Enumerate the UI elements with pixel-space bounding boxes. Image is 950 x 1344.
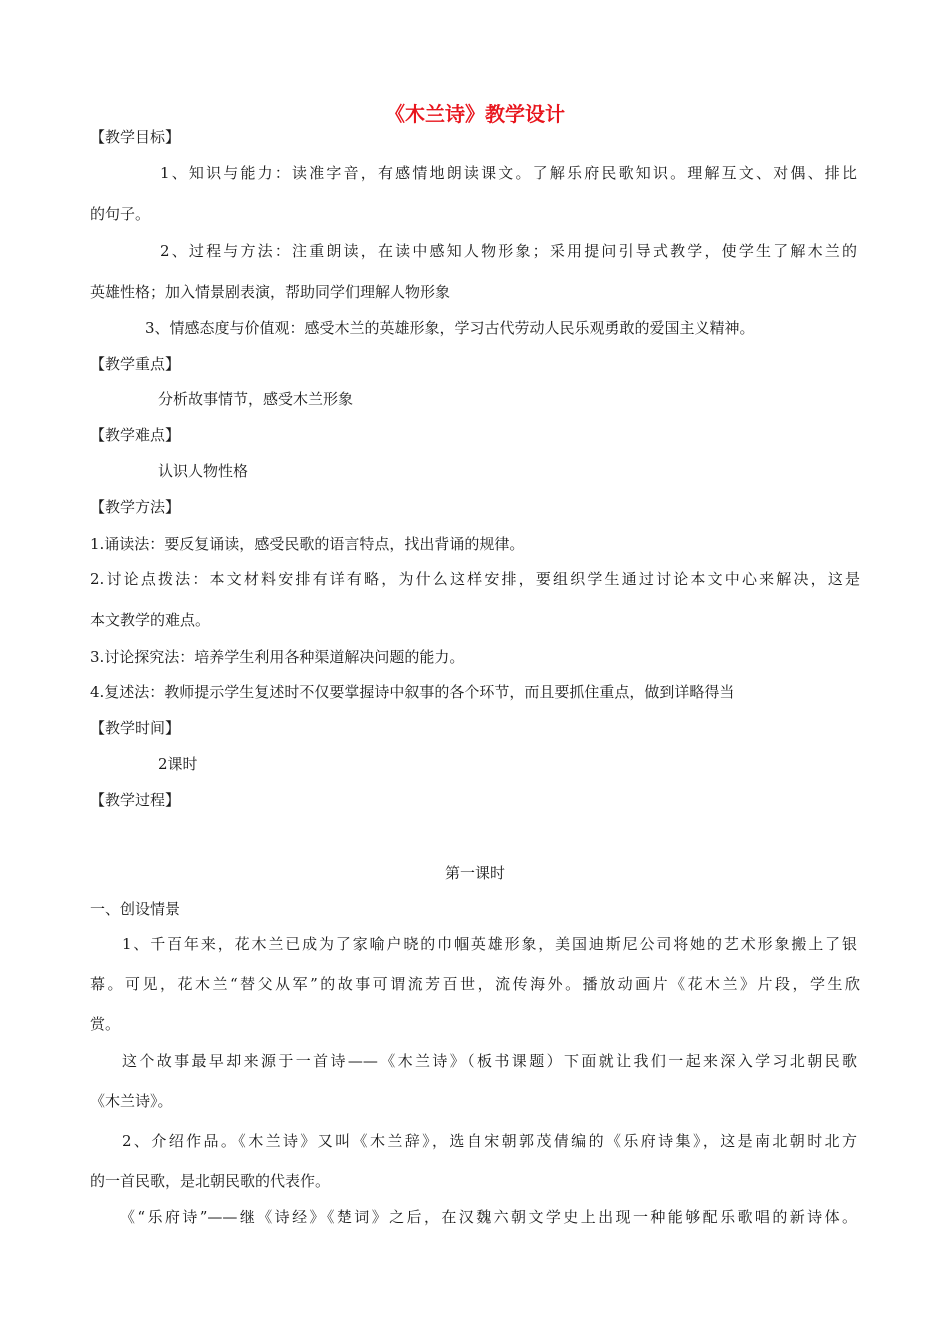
objective-2-line-2: 英雄性格；加入情景剧表演，帮助同学们理解人物形象 — [90, 283, 451, 301]
objective-1-line-2: 的句子。 — [90, 205, 151, 223]
paragraph-2-line-2: 《木兰诗》。 — [90, 1092, 173, 1110]
methods-heading: 【教学方法】 — [90, 498, 181, 516]
paragraph-3-line-2: 的一首民歌，是北朝民歌的代表作。 — [90, 1172, 331, 1190]
method-2-line-2: 本文教学的难点。 — [90, 611, 211, 629]
paragraph-1-line-2: 幕。可见，花木兰“替父从军”的故事可谓流芳百世，流传海外。播放动画片《花木兰》片段，学生欣 — [90, 975, 860, 993]
time-text: 2课时 — [158, 755, 198, 773]
section-1-heading: 一、创设情景 — [90, 900, 181, 918]
difficulty-text: 认识人物性格 — [158, 462, 249, 480]
paragraph-2-line-1: 这个故事最早却来源于一首诗——《木兰诗》（板书课题）下面就让我们一起来深入学习北朝民歌 — [122, 1052, 857, 1070]
document-title: 《木兰诗》教学设计 — [385, 102, 565, 126]
method-1: 1.诵读法：要反复诵读，感受民歌的语言特点，找出背诵的规律。 — [90, 535, 525, 553]
key-point-text: 分析故事情节，感受木兰形象 — [158, 390, 354, 408]
key-point-heading: 【教学重点】 — [90, 355, 181, 373]
method-3: 3.讨论探究法：培养学生利用各种渠道解决问题的能力。 — [90, 648, 465, 666]
paragraph-3-line-1: 2、介绍作品。《木兰诗》又叫《木兰辞》，选自宋朝郭茂倩编的《乐府诗集》，这是南北朝时北方 — [122, 1132, 857, 1150]
objective-2-line-1: 2、过程与方法：注重朗读，在读中感知人物形象；采用提问引导式教学，使学生了解木兰的 — [160, 242, 857, 260]
objective-1-line-1: 1、知识与能力：读准字音，有感情地朗读课文。了解乐府民歌知识。理解互文、对偶、排比 — [160, 164, 857, 182]
paragraph-1-line-1: 1、千百年来，花木兰已成为了家喻户晓的巾帼英雄形象，美国迪斯尼公司将她的艺术形象搬上了银 — [122, 935, 857, 953]
lesson-title: 第一课时 — [444, 864, 505, 882]
process-heading: 【教学过程】 — [90, 791, 181, 809]
paragraph-1-line-3: 赏。 — [90, 1015, 121, 1033]
objectives-heading: 【教学目标】 — [90, 128, 181, 146]
objective-3: 3、情感态度与价值观：感受木兰的英雄形象，学习古代劳动人民乐观勇敢的爱国主义精神。 — [145, 319, 755, 337]
method-2-line-1: 2.讨论点拨法：本文材料安排有详有略，为什么这样安排，要组织学生通过讨论本文中心来解决，这是 — [90, 570, 860, 588]
time-heading: 【教学时间】 — [90, 719, 181, 737]
paragraph-4-line-1: 《“乐府诗”——继《诗经》《楚词》之后，在汉魏六朝文学史上出现一种能够配乐歌唱的新诗体。 — [120, 1208, 857, 1226]
method-4: 4.复述法：教师提示学生复述时不仅要掌握诗中叙事的各个环节，而且要抓住重点，做到详略得当 — [90, 683, 735, 701]
difficulty-heading: 【教学难点】 — [90, 426, 181, 444]
